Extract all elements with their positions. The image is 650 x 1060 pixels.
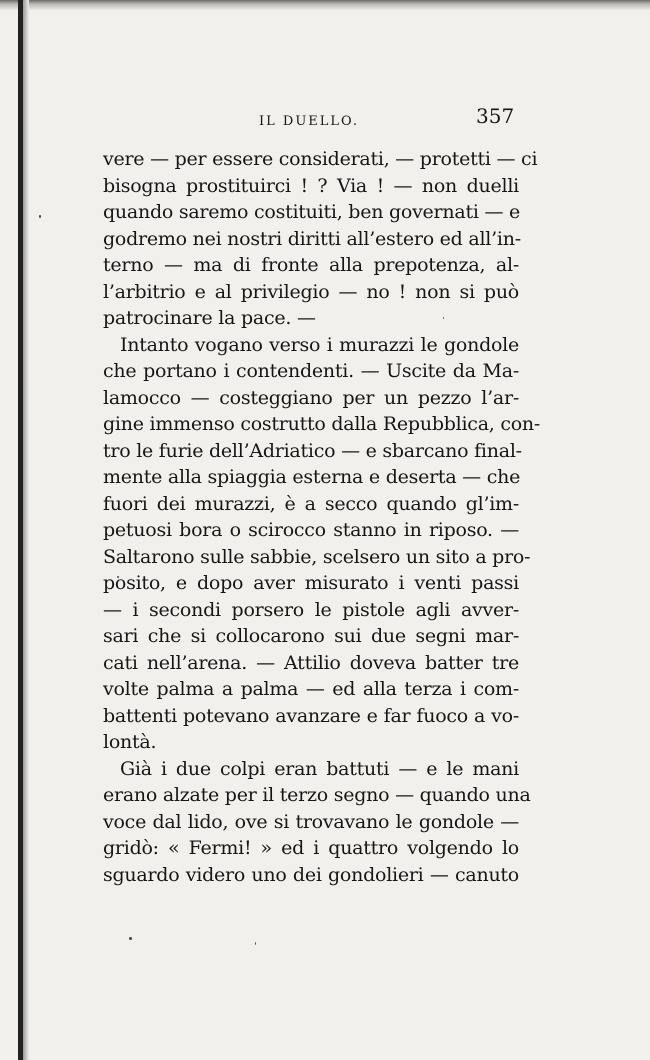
text-line: sguardo videro uno dei gondolieri — canuto <box>103 863 519 886</box>
text-line: Già i due colpi eran battuti — e le mani <box>120 757 519 780</box>
text-line: fuori dei murazzi, è a secco quando gl’im- <box>103 492 519 515</box>
text-line: sari che si collocarono sui due segni mar- <box>103 625 519 647</box>
text-line: l’arbitrio e al privilegio — no ! non si può <box>103 280 519 303</box>
text-line: che portano i contendenti. — Uscite da Ma- <box>103 360 519 382</box>
text-line: tro le furie dell’Adriatico — e sbarcano final- <box>103 439 522 462</box>
text-line: cati nell’arena. — Attilio doveva batter tre <box>103 651 519 674</box>
text-line: mente alla spiaggia esterna e deserta — che <box>103 466 521 488</box>
text-line: gridò: « Fermi! » ed i quattro volgendo lo <box>103 837 519 859</box>
ink-speck <box>129 937 132 940</box>
ink-speck <box>39 215 41 218</box>
text-line: volte palma a palma — ed alla terza i com- <box>103 678 519 700</box>
body-text <box>103 146 541 888</box>
text-line: battenti potevano avanzare e far fuoco a vo- <box>103 704 519 727</box>
page-number: 357 <box>476 104 515 128</box>
text-line: petuosi bora o scirocco stanno in riposo. — <box>103 519 519 541</box>
text-line: Intanto vogano verso i murazzi le gondole <box>120 333 519 356</box>
text-line: Saltarono sulle sabbie, scelsero un sito a pro- <box>103 545 531 568</box>
text-line: lamocco — costeggiano per un pezzo l’ar- <box>103 386 519 409</box>
text-line: terno — ma di fronte alla prepotenza, al- <box>103 254 519 276</box>
text-line: posito, e dopo aver misurato i venti passi <box>103 572 519 594</box>
text-line: vere — per essere considerati, — protetti — ci <box>103 148 538 170</box>
text-line: erano alzate per il terzo segno — quando una <box>103 784 531 806</box>
ink-speck <box>255 942 256 945</box>
text-line: — i secondi porsero le pistole agli avver- <box>103 598 519 621</box>
text-line: godremo nei nostri diritti all’estero ed all’in- <box>103 227 521 250</box>
text-line: voce dal lido, ove si trovavano le gondole — <box>103 810 519 833</box>
running-header: IL DUELLO. <box>259 114 360 129</box>
text-line: quando saremo costituiti, ben governati — e <box>103 201 520 223</box>
text-line: patrocinare la pace. — <box>103 307 316 329</box>
text-line: gine immenso costrutto dalla Repubblica, con- <box>103 413 541 435</box>
text-line: lontà. <box>103 731 157 753</box>
page-top-edge <box>0 0 650 10</box>
text-line: bisogna prostituirci ! ? Via ! — non duelli <box>103 174 519 197</box>
binding-shadow <box>23 0 29 1060</box>
